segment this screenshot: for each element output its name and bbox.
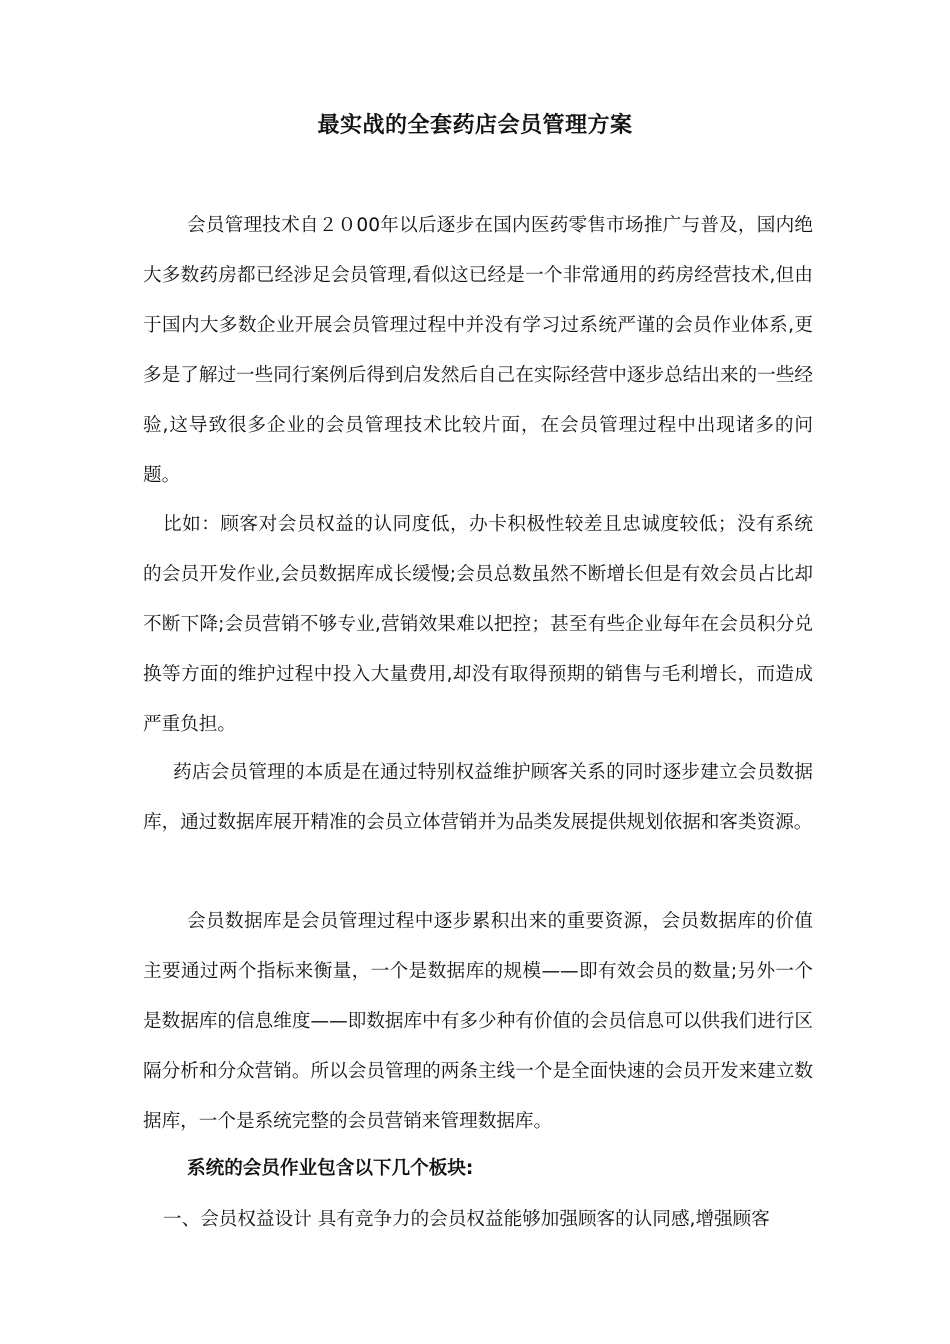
paragraph-essence: 药店会员管理的本质是在通过特别权益维护顾客关系的同时逐步建立会员数据库，通过数据库展开精准的会员立体营销并为品类发展提供规划依据和客类资源。 xyxy=(143,762,813,833)
document-title: 最实战的全套药店会员管理方案 xyxy=(317,113,633,138)
paragraph-intro: 会员管理技术自２０00年以后逐步在国内医药零售市场推广与普及，国内绝大多数药房都已经涉足会员管理,看似这已经是一个非常通用的药房经营技术,但由于国内大多数企业开展会员管理过程中并没有学习过系统严谨的会员作业体系,更多是了解过一些同行案例后得到启发然后自己在实际经营中逐步总结出来的一些经验,这导致很多企业的会员管理技术比较片面，在会员管理过程中出现诸多的问题。 xyxy=(143,215,813,486)
paragraph-database: 会员数据库是会员管理过程中逐步累积出来的重要资源，会员数据库的价值主要通过两个指标来衡量，一个是数据库的规模——即有效会员的数量;另外一个是数据库的信息维度——即数据库中有多少种有价值的会员信息可以供我们进行区隔分析和分众营销。所以会员管理的两条主线一个是全面快速的会员开发来建立数据库，一个是系统完整的会员营销来管理数据库。 xyxy=(143,911,813,1132)
list-item: 一、会员权益设计 具有竞争力的会员权益能够加强顾客的认同感,增强顾客 xyxy=(163,1209,770,1230)
section-heading: 系统的会员作业包含以下几个板块: xyxy=(187,1158,474,1179)
paragraph-problems: 比如：顾客对会员权益的认同度低，办卡积极性较差且忠诚度较低；没有系统的会员开发作业,会员数据库成长缓慢;会员总数虽然不断增长但是有效会员占比却不断下降;会员营销不够专业,营销效果难以把控；甚至有些企业每年在会员积分兑换等方面的维护过程中投入大量费用,却没有取得预期的销售与毛利增长，而造成严重负担。 xyxy=(143,514,813,735)
